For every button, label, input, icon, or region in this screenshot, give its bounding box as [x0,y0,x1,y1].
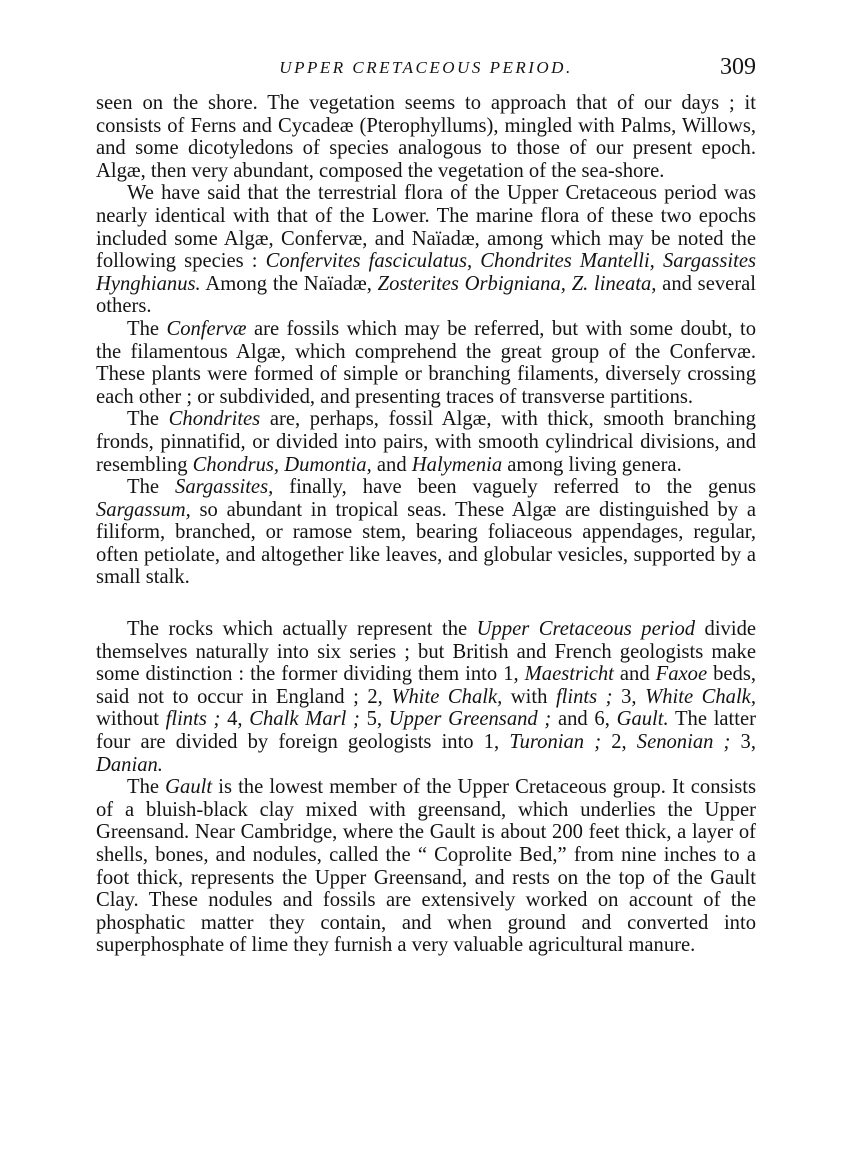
book-page [96,54,757,957]
text-run: is the lowest member of the Upper Cretaceous group. It consists of a bluish-black clay mixed with greensand, which underlies the Upper Greensand. Near Cambridge, where the Gault is about 200 feet thick, a layer of shells, bones, and nodules, called the “ Coprolite Bed,” from nine inches to a foot thick, represents the Upper Greensand, and rests on the top of the Gault Clay. These nodules and fossils are extensively worked on account of the phosphatic matter they contain, and when ground and converted into superphosphate of lime they furnish a very valuable agricultural manure. [96,776,756,957]
italic-text-run: Turonian ; [509,731,602,754]
running-header [96,54,756,92]
page-number: 309 [720,54,756,80]
italic-text-run: Sargassum, [96,498,191,521]
text-run: The [127,408,169,431]
italic-text-run: Chondrus, [192,453,280,476]
italic-text-run: Zosterites Orbigniana, [377,272,566,295]
paragraph [96,476,756,589]
italic-text-run: flints ; [165,708,221,731]
text-run: are fossils which may be referred, but with some doubt, to the filamentous Algæ, which comprehend the great group of the Confervæ. These plants were formed of simple or branching filaments, diversely crossing each other ; or subdivided, and presenting traces of transverse partitions. [96,317,757,408]
italic-text-run: Gault. [616,708,669,731]
text-run: The [127,476,176,499]
text-run: The [127,776,166,799]
text-run: We have said that the terrestrial flora of the Upper Cretaceous period was nearly identical with that of the Lower. The marine flora of these two epochs included some Algæ, Confervæ, and Naïadæ, among which may be noted the following species : [96,182,756,273]
italic-text-run: Sargassites Hynghianus. [96,250,757,295]
text-run: 2, [601,731,637,754]
running-title: UPPER CRETACEOUS PERIOD. [279,58,573,77]
italic-text-run: Danian. [96,753,163,776]
italic-text-run: Dumontia, [284,453,372,476]
italic-text-run: White Chalk, [645,685,756,708]
italic-text-run: Chondrites Mantelli, [480,250,655,273]
italic-text-run: Upper Cretaceous period [476,618,696,641]
text-run: 3, [730,731,756,754]
paragraph [96,408,756,476]
paragraph [96,182,756,318]
text-run: 3, [612,685,646,708]
text-run: 4, [220,708,250,731]
italic-text-run: Upper Greensand ; [388,708,552,731]
italic-text-run: Confervæ [166,317,247,340]
text-run: divide themselves naturally into six series ; but British and French geologists make some distinction : the former dividing them into 1, [96,618,757,686]
text-run: finally, have been vaguely referred to the genus [273,476,756,499]
italic-text-run: White Chalk, [391,685,503,708]
italic-text-run: Gault [165,776,213,799]
text-run: and 6, [551,708,617,731]
text-run: The [127,317,167,340]
italic-text-run: Chalk Marl ; [249,708,360,731]
text-run: among living genera. [502,453,682,476]
text-run: Among the Naïadæ, [200,272,378,295]
text-run: The latter four are divided by foreign geologists into 1, [96,708,756,754]
paragraph [96,618,756,776]
paragraph [96,318,756,408]
text-run: and several others. [96,272,756,318]
italic-text-run: Faxoe [655,663,708,686]
text-run: so abundant in tropical seas. These Algæ are distinguished by a filiform, branched, or ramose stem, bearing foliaceous appendages, regular, often petiolate, and altogether like leaves, and globular vesicles, supported by a small stalk. [96,498,756,589]
text-run: beds, said not to occur in England ; 2, [96,663,757,708]
text-run: and [371,453,412,476]
text-run: 5, [359,708,389,731]
italic-text-run: Sargassites, [175,476,274,499]
paragraph [96,776,756,957]
italic-text-run: Z. lineata, [571,272,657,295]
italic-text-run: Senonian ; [636,731,731,754]
text-run: are, perhaps, fossil Algæ, with thick, smooth branching fronds, pinnatifid, or divided into pairs, with smooth cylindrical divisions, and resembling [96,408,756,476]
text-run [655,250,663,272]
paragraph [96,92,756,182]
text-run: without [96,708,166,731]
italic-text-run: Chondrites [168,408,261,431]
text-run: with [502,685,556,708]
italic-text-run: flints ; [555,685,613,708]
text-run: The rocks which actually represent the [127,618,477,641]
text-run: and [613,663,656,686]
text-run: seen on the shore. The vegetation seems to approach that of our days ; it consists of Ferns and Cycadeæ (Pterophyllums), mingled with Palms, Willows, and some dicotyledons of species analogous to those of our present epoch. Algæ, then very abundant, composed the vegetation of the sea-shore. [96,92,756,182]
italic-text-run: Halymenia [411,453,503,476]
body-text [96,92,756,957]
italic-text-run: Maestricht [524,663,614,686]
italic-text-run: Confervites fasciculatus, [265,250,473,273]
